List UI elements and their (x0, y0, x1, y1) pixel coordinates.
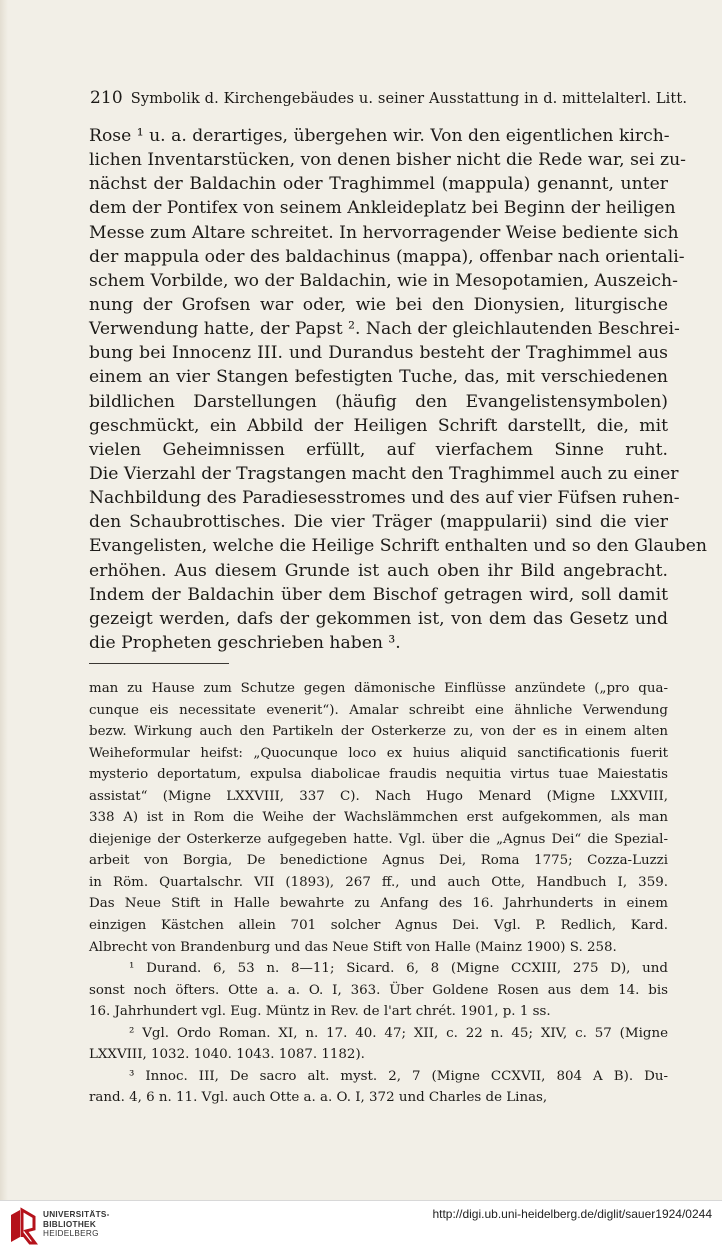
running-header (90, 88, 688, 108)
footnote-line: sonst noch öfters. Otte a. a. O. I, 363. Über Goldene Rosen aus dem 14. bis (89, 982, 668, 998)
footnote-line: LXXVIII, 1032. 1040. 1043. 1087. 1182). (89, 1047, 365, 1063)
footnote-line: arbeit von Borgia, De benedictione Agnus Dei, Roma 1775; Cozza-Luzzi (89, 853, 668, 869)
footnote-line: ² Vgl. Ordo Roman. XI, n. 17. 40. 47; XII, c. 22 n. 45; XIV, c. 57 (Migne (129, 1025, 668, 1041)
text-line: der mappula oder des baldachinus (mappa), offenbar nach orientali- (89, 246, 685, 267)
text-line: geschmückt, ein Abbild der Heiligen Schrift darstellt, die, mit (89, 415, 668, 436)
text-line: Messe zum Altare schreitet. In hervorragender Weise bediente sich (89, 222, 679, 243)
text-line: die Propheten geschrieben haben ³. (89, 632, 401, 653)
footnote-line: bezw. Wirkung auch den Partikeln der Osterkerze zu, von der es in einem alten (89, 724, 668, 740)
footnote-line: assistat“ (Migne LXXVIII, 337 C). Nach Hugo Menard (Migne LXXVIII, (89, 788, 668, 804)
footnotes (89, 678, 668, 1109)
footnote-line: 16. Jahrhundert vgl. Eug. Müntz in Rev. de l'art chrét. 1901, p. 1 ss. (89, 1004, 551, 1020)
footnote-line: ³ Innoc. III, De sacro alt. myst. 2, 7 (Migne CCXVII, 804 A B). Du- (129, 1068, 668, 1084)
text-line: Nachbildung des Paradiesesstromes und des auf vier Füfsen ruhen- (89, 488, 680, 509)
footnote-line: einzigen Kästchen allein 701 solcher Agnus Dei. Vgl. P. Redlich, Kard. (89, 918, 668, 934)
footnote-line: cunque eis necessitate evenerit“). Amalar schreibt eine ähnliche Verwendung (89, 702, 668, 718)
text-line: lichen Inventarstücken, von denen bisher nicht die Rede war, sei zu- (89, 150, 686, 171)
text-line: schem Vorbilde, wo der Baldachin, wie in Mesopotamien, Auszeich- (89, 270, 678, 291)
main-text (89, 124, 707, 655)
page-edge-shadow (0, 0, 8, 1200)
text-line: einem an vier Stangen befestigten Tuche, das, mit verschiedenen (89, 367, 668, 388)
page-number: 210 (90, 88, 123, 108)
footnote-line: mysterio deportatum, expulsa diabolicae fraudis nequitia virtus tuae Maiestatis (89, 767, 668, 783)
text-line: erhöhen. Aus diesem Grunde ist auch oben ihr Bild angebracht. (89, 560, 668, 581)
footnote-rule (89, 663, 229, 664)
footnote-line: Das Neue Stift in Halle bewahrte zu Anfang des 16. Jahrhunderts in einem (89, 896, 668, 912)
footnote-line: diejenige der Osterkerze aufgegeben hatte. Vgl. über die „Agnus Dei“ die Spezial- (89, 831, 668, 847)
library-line-3: HEIDELBERG (43, 1229, 99, 1239)
library-line-1: UNIVERSITÄTS- (43, 1210, 110, 1219)
text-line: gezeigt werden, dafs der gekommen ist, von dem das Gesetz und (89, 608, 668, 629)
text-line: Evangelisten, welche die Heilige Schrift enthalten und so den Glauben (89, 536, 707, 557)
text-line: bung bei Innocenz III. und Durandus besteht der Traghimmel aus (89, 343, 668, 364)
text-line: Indem der Baldachin über dem Bischof getragen wird, soll damit (89, 584, 668, 605)
running-title: Symbolik d. Kirchengebäudes u. seiner Ausstattung in d. mittelalterl. Litt. (130, 90, 688, 107)
library-logo-icon (8, 1207, 38, 1245)
text-line: nung der Grofsen war oder, wie bei den Dionysien, liturgische (89, 294, 668, 315)
text-line: bildlichen Darstellungen (häufig den Evangelistensymbolen) (89, 391, 668, 412)
library-line-2: BIBLIOTHEK (43, 1219, 97, 1229)
footnote-line: man zu Hause zum Schutze gegen dämonische Einflüsse anzündete („pro qua- (89, 681, 668, 696)
text-line: Verwendung hatte, der Papst ². Nach der gleichlautenden Beschrei- (89, 319, 680, 340)
footnote-line: Albrecht von Brandenburg und das Neue Stift von Halle (Mainz 1900) S. 258. (89, 939, 617, 955)
text-line: nächst der Baldachin oder Traghimmel (mappula) genannt, unter (89, 174, 668, 195)
footnote-line: in Röm. Quartalschr. VII (1893), 267 ff., und auch Otte, Handbuch I, 359. (89, 874, 668, 890)
text-line: dem der Pontifex von seinem Ankleideplatz bei Beginn der heiligen (89, 198, 676, 219)
footnote-line: 338 A) ist in Rom die Weihe der Wachslämmchen erst aufgekommen, als man (89, 810, 668, 826)
text-line: den Schaubrottisches. Die vier Träger (mappularii) sind die vier (89, 512, 668, 533)
text-line: Rose ¹ u. a. derartiges, übergehen wir. Von den eigentlichen kirch- (89, 126, 670, 146)
footnote-line: rand. 4, 6 n. 11. Vgl. auch Otte a. a. O. I, 372 und Charles de Linas, (89, 1090, 548, 1106)
text-line: Die Vierzahl der Tragstangen macht den Traghimmel auch zu einer (89, 463, 679, 484)
library-name (43, 1210, 110, 1239)
footnote-line: Weiheformular heifst: „Quocunque loco ex huius aliquid sanctificationis fuerit (89, 745, 668, 761)
permalink-url[interactable]: http://digi.ub.uni-heidelberg.de/diglit/sauer1924/0244 (432, 1207, 712, 1221)
footnote-line: ¹ Durand. 6, 53 n. 8—11; Sicard. 6, 8 (Migne CCXIII, 275 D), und (129, 961, 668, 977)
text-line: vielen Geheimnissen erfüllt, auf vierfachem Sinne ruht. (89, 439, 668, 460)
